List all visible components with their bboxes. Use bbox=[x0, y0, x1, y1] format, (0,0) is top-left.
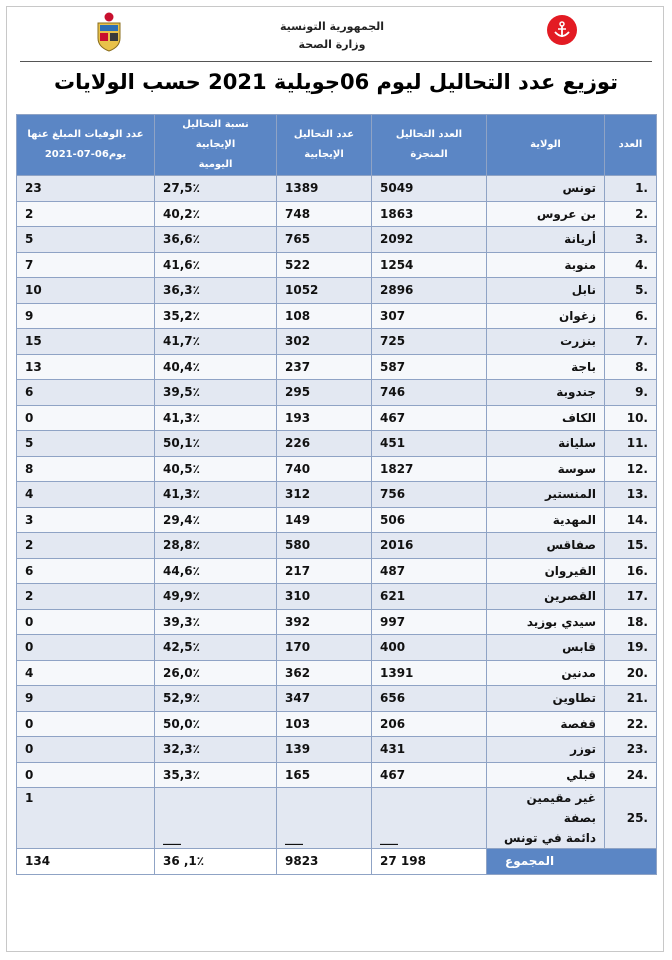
row-tests-done: ___ bbox=[372, 788, 487, 849]
row-governorate: توزر bbox=[487, 737, 605, 763]
table-row bbox=[17, 380, 657, 406]
row-tests-done: 997 bbox=[372, 609, 487, 635]
ministry-name: وزارة الصحة bbox=[298, 38, 366, 51]
row-deaths: 0 bbox=[17, 635, 155, 661]
row-index: 9. bbox=[605, 380, 657, 406]
row-tests-done: 467 bbox=[372, 762, 487, 788]
row-governorate: تطاوين bbox=[487, 686, 605, 712]
row-positive: 765 bbox=[277, 227, 372, 253]
row-governorate: أريانة bbox=[487, 227, 605, 253]
row-index: 2. bbox=[605, 201, 657, 227]
row-tests-done: 725 bbox=[372, 329, 487, 355]
row-deaths: 3 bbox=[17, 507, 155, 533]
row-deaths: 8 bbox=[17, 456, 155, 482]
table-row bbox=[17, 329, 657, 355]
header-governorate: الولاية bbox=[487, 115, 605, 176]
row-positive: 347 bbox=[277, 686, 372, 712]
row-tests-done: 587 bbox=[372, 354, 487, 380]
row-deaths: 7 bbox=[17, 252, 155, 278]
row-index: 4. bbox=[605, 252, 657, 278]
table-row bbox=[17, 456, 657, 482]
row-positive: 302 bbox=[277, 329, 372, 355]
row-positive-rate: 29,4٪ bbox=[155, 507, 277, 533]
row-index: 23. bbox=[605, 737, 657, 763]
table-row bbox=[17, 405, 657, 431]
row-deaths: 13 bbox=[17, 354, 155, 380]
row-deaths: 23 bbox=[17, 176, 155, 202]
row-tests-done: 1254 bbox=[372, 252, 487, 278]
row-tests-done: 451 bbox=[372, 431, 487, 457]
total-label: المجموع bbox=[487, 849, 657, 875]
row-governorate: قبلي bbox=[487, 762, 605, 788]
row-governorate: قفصة bbox=[487, 711, 605, 737]
row-positive-rate: ___ bbox=[155, 788, 277, 849]
row-index: 13. bbox=[605, 482, 657, 508]
row-governorate: بن عروس bbox=[487, 201, 605, 227]
row-positive: 237 bbox=[277, 354, 372, 380]
row-index: 14. bbox=[605, 507, 657, 533]
page-title: توزيع عدد التحاليل ليوم 06جويلية 2021 حسب الولايات bbox=[54, 70, 618, 94]
row-index: 16. bbox=[605, 558, 657, 584]
table-row bbox=[17, 227, 657, 253]
row-tests-done: 621 bbox=[372, 584, 487, 610]
row-deaths: 5 bbox=[17, 227, 155, 253]
row-positive: 295 bbox=[277, 380, 372, 406]
table-row bbox=[17, 176, 657, 202]
table-total-row bbox=[17, 849, 657, 875]
table-row bbox=[17, 711, 657, 737]
row-positive: 312 bbox=[277, 482, 372, 508]
row-deaths: 0 bbox=[17, 711, 155, 737]
tunisia-coat-of-arms-icon bbox=[94, 12, 124, 52]
row-positive-rate: 32,3٪ bbox=[155, 737, 277, 763]
row-index: 25. bbox=[605, 788, 657, 849]
table-row bbox=[17, 609, 657, 635]
row-deaths: 10 bbox=[17, 278, 155, 304]
letterhead-text bbox=[262, 18, 402, 54]
table-row bbox=[17, 507, 657, 533]
row-index: 11. bbox=[605, 431, 657, 457]
row-governorate: سيدي بوزيد bbox=[487, 609, 605, 635]
row-positive-rate: 40,5٪ bbox=[155, 456, 277, 482]
table-row bbox=[17, 431, 657, 457]
row-positive: 139 bbox=[277, 737, 372, 763]
row-index: 20. bbox=[605, 660, 657, 686]
row-positive: 1052 bbox=[277, 278, 372, 304]
row-tests-done: 1863 bbox=[372, 201, 487, 227]
row-index: 7. bbox=[605, 329, 657, 355]
row-index: 1. bbox=[605, 176, 657, 202]
row-positive-rate: 40,4٪ bbox=[155, 354, 277, 380]
row-index: 19. bbox=[605, 635, 657, 661]
governorate-tests-table bbox=[16, 114, 657, 875]
table-row bbox=[17, 278, 657, 304]
row-deaths: 0 bbox=[17, 609, 155, 635]
row-deaths: 1 bbox=[17, 788, 155, 849]
row-governorate bbox=[487, 788, 605, 849]
total-positive-rate: 36 ,1٪ bbox=[155, 849, 277, 875]
header-rate-line2: اليومية bbox=[198, 159, 233, 170]
row-governorate: بنزرت bbox=[487, 329, 605, 355]
row-positive: 170 bbox=[277, 635, 372, 661]
row-positive-rate: 50,0٪ bbox=[155, 711, 277, 737]
table-row bbox=[17, 354, 657, 380]
total-tests-done: 27 198 bbox=[372, 849, 487, 875]
total-positive: 9823 bbox=[277, 849, 372, 875]
row-governorate: القيروان bbox=[487, 558, 605, 584]
row-index: 12. bbox=[605, 456, 657, 482]
row-positive: 193 bbox=[277, 405, 372, 431]
table-row bbox=[17, 660, 657, 686]
row-deaths: 0 bbox=[17, 405, 155, 431]
row-tests-done: 400 bbox=[372, 635, 487, 661]
row-governorate: قابس bbox=[487, 635, 605, 661]
row-positive: 103 bbox=[277, 711, 372, 737]
row-positive: ___ bbox=[277, 788, 372, 849]
row-deaths: 2 bbox=[17, 201, 155, 227]
row-governorate: القصرين bbox=[487, 584, 605, 610]
row-positive-rate: 44,6٪ bbox=[155, 558, 277, 584]
header-tests-done: العدد التحاليل المنجزة bbox=[372, 115, 487, 176]
row-positive-rate: 26,0٪ bbox=[155, 660, 277, 686]
row-tests-done: 1827 bbox=[372, 456, 487, 482]
row-deaths: 0 bbox=[17, 737, 155, 763]
row-positive: 149 bbox=[277, 507, 372, 533]
row-positive-rate: 41,3٪ bbox=[155, 482, 277, 508]
row-index: 10. bbox=[605, 405, 657, 431]
table-row bbox=[17, 482, 657, 508]
row-governorate: زغوان bbox=[487, 303, 605, 329]
row-positive: 108 bbox=[277, 303, 372, 329]
row-deaths: 2 bbox=[17, 533, 155, 559]
row-tests-done: 2092 bbox=[372, 227, 487, 253]
row-positive-rate: 35,3٪ bbox=[155, 762, 277, 788]
row-tests-done: 2896 bbox=[372, 278, 487, 304]
row-positive: 165 bbox=[277, 762, 372, 788]
row-positive-rate: 41,3٪ bbox=[155, 405, 277, 431]
table-row bbox=[17, 635, 657, 661]
row-governorate: صفاقس bbox=[487, 533, 605, 559]
row-deaths: 9 bbox=[17, 686, 155, 712]
row-governorate: سوسة bbox=[487, 456, 605, 482]
table-row bbox=[17, 201, 657, 227]
letterhead bbox=[0, 0, 672, 62]
row-governorate-line2: دائمة في تونس bbox=[504, 831, 596, 845]
row-positive-rate: 39,3٪ bbox=[155, 609, 277, 635]
ministry-anchor-logo-icon bbox=[547, 15, 577, 45]
row-tests-done: 1391 bbox=[372, 660, 487, 686]
row-positive-rate: 40,2٪ bbox=[155, 201, 277, 227]
row-positive-rate: 28,8٪ bbox=[155, 533, 277, 559]
row-positive-rate: 36,3٪ bbox=[155, 278, 277, 304]
row-governorate: مدنين bbox=[487, 660, 605, 686]
row-deaths: 2 bbox=[17, 584, 155, 610]
row-index: 3. bbox=[605, 227, 657, 253]
row-tests-done: 431 bbox=[372, 737, 487, 763]
row-index: 6. bbox=[605, 303, 657, 329]
header-positive-line2: الإيجابية bbox=[304, 149, 344, 160]
table-row bbox=[17, 533, 657, 559]
row-deaths: 15 bbox=[17, 329, 155, 355]
row-index: 8. bbox=[605, 354, 657, 380]
row-tests-done: 2016 bbox=[372, 533, 487, 559]
header-index: العدد bbox=[605, 115, 657, 176]
row-governorate: تونس bbox=[487, 176, 605, 202]
header-deaths-line2: يوم06-07-2021 bbox=[44, 149, 127, 160]
row-governorate: المنستير bbox=[487, 482, 605, 508]
row-index: 5. bbox=[605, 278, 657, 304]
table-row bbox=[17, 558, 657, 584]
row-positive-rate: 36,6٪ bbox=[155, 227, 277, 253]
header-positive-rate bbox=[155, 115, 277, 176]
row-index: 21. bbox=[605, 686, 657, 712]
row-index: 24. bbox=[605, 762, 657, 788]
row-positive: 392 bbox=[277, 609, 372, 635]
row-positive: 748 bbox=[277, 201, 372, 227]
row-governorate: جندوبة bbox=[487, 380, 605, 406]
row-governorate: منوبة bbox=[487, 252, 605, 278]
row-positive-rate: 50,1٪ bbox=[155, 431, 277, 457]
row-deaths: 6 bbox=[17, 380, 155, 406]
table-row bbox=[17, 737, 657, 763]
header-positive bbox=[277, 115, 372, 176]
row-deaths: 0 bbox=[17, 762, 155, 788]
row-tests-done: 487 bbox=[372, 558, 487, 584]
row-positive-rate: 49,9٪ bbox=[155, 584, 277, 610]
row-tests-done: 746 bbox=[372, 380, 487, 406]
row-index: 18. bbox=[605, 609, 657, 635]
row-positive: 362 bbox=[277, 660, 372, 686]
row-positive-rate: 27,5٪ bbox=[155, 176, 277, 202]
row-tests-done: 656 bbox=[372, 686, 487, 712]
row-tests-done: 756 bbox=[372, 482, 487, 508]
table-row bbox=[17, 252, 657, 278]
table-row bbox=[17, 303, 657, 329]
header-deaths-line1: عدد الوفيات المبلغ عنها bbox=[27, 129, 144, 140]
table-header-row bbox=[17, 115, 657, 176]
row-positive: 580 bbox=[277, 533, 372, 559]
republic-name: الجمهورية التونسية bbox=[279, 20, 385, 33]
row-tests-done: 506 bbox=[372, 507, 487, 533]
table-row bbox=[17, 686, 657, 712]
header-rate-line1: نسبة التحاليل الإيجابية bbox=[182, 119, 249, 150]
row-governorate: الكاف bbox=[487, 405, 605, 431]
row-positive-rate: 41,7٪ bbox=[155, 329, 277, 355]
row-deaths: 5 bbox=[17, 431, 155, 457]
row-governorate: باجة bbox=[487, 354, 605, 380]
row-tests-done: 467 bbox=[372, 405, 487, 431]
row-index: 22. bbox=[605, 711, 657, 737]
row-deaths: 4 bbox=[17, 482, 155, 508]
row-positive-rate: 52,9٪ bbox=[155, 686, 277, 712]
total-deaths: 134 bbox=[17, 849, 155, 875]
header-deaths bbox=[17, 115, 155, 176]
row-index: 15. bbox=[605, 533, 657, 559]
title-divider bbox=[20, 61, 652, 62]
table-row-non-residents bbox=[17, 788, 657, 849]
row-positive: 1389 bbox=[277, 176, 372, 202]
row-tests-done: 206 bbox=[372, 711, 487, 737]
row-governorate: نابل bbox=[487, 278, 605, 304]
row-positive: 740 bbox=[277, 456, 372, 482]
row-governorate-line1: غير مقيمين بصفة bbox=[526, 791, 596, 825]
row-positive: 522 bbox=[277, 252, 372, 278]
row-tests-done: 307 bbox=[372, 303, 487, 329]
row-positive-rate: 35,2٪ bbox=[155, 303, 277, 329]
row-positive: 217 bbox=[277, 558, 372, 584]
row-deaths: 9 bbox=[17, 303, 155, 329]
row-positive-rate: 41,6٪ bbox=[155, 252, 277, 278]
row-deaths: 6 bbox=[17, 558, 155, 584]
row-positive-rate: 42,5٪ bbox=[155, 635, 277, 661]
row-governorate: سليانة bbox=[487, 431, 605, 457]
header-positive-line1: عدد التحاليل bbox=[293, 129, 355, 140]
row-governorate: المهدية bbox=[487, 507, 605, 533]
row-deaths: 4 bbox=[17, 660, 155, 686]
table-row bbox=[17, 584, 657, 610]
row-positive: 310 bbox=[277, 584, 372, 610]
row-tests-done: 5049 bbox=[372, 176, 487, 202]
row-positive-rate: 39,5٪ bbox=[155, 380, 277, 406]
row-positive: 226 bbox=[277, 431, 372, 457]
table-row bbox=[17, 762, 657, 788]
row-index: 17. bbox=[605, 584, 657, 610]
